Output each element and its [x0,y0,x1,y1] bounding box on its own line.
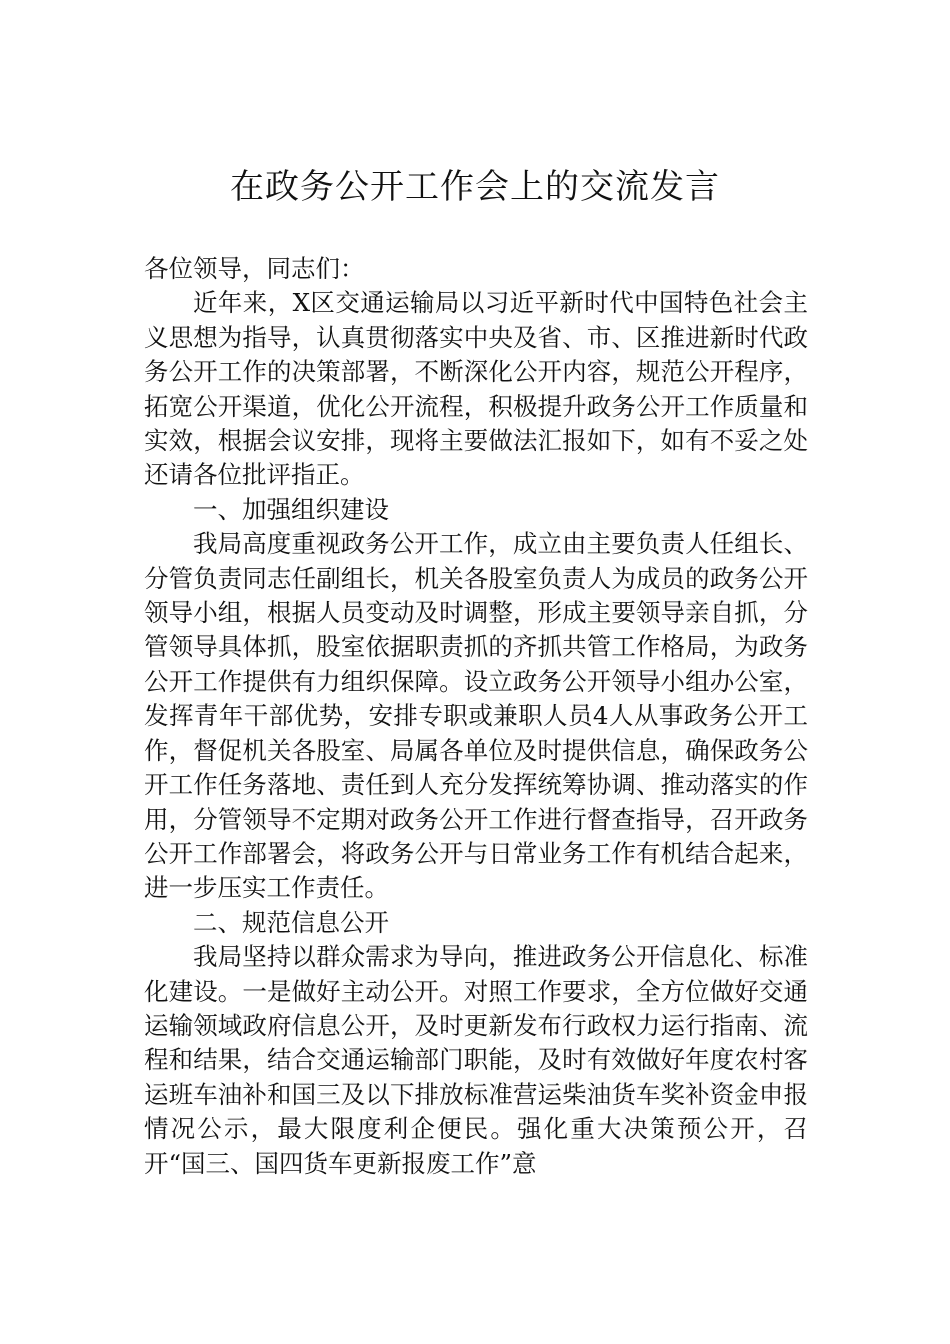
document-title: 在政务公开工作会上的交流发言 [230,167,720,207]
section-1-paragraph: 我局高度重视政务公开工作，成立由主要负责人任组长、分管负责同志任副组长，机关各股室负责人为成员的政务公开领导小组，根据人员变动及时调整，形成主要领导亲自抓，分管领导具体抓，股室依据职责抓的齐抓共管工作格局，为政务公开工作提供有力组织保障。设立政务公开领导小组办公室，发挥青年干部优势，安排专职或兼职人员4人从事政务公开工作，督促机关各股室、局属各单位及时提供信息，确保政务公开工作任务落地、责任到人充分发挥统筹协调、推动落实的作用，分管领导不定期对政务公开工作进行督查指导，召开政务公开工作部署会，将政务公开与日常业务工作有机结合起来，进一步压实工作责任。 [144,529,808,903]
section-2-paragraph: 我局坚持以群众需求为导向，推进政务公开信息化、标准化建设。一是做好主动公开。对照工作要求，全方位做好交通运输领域政府信息公开，及时更新发布行政权力运行指南、流程和结果，结合交通运输部门职能，及时有效做好年度农村客运班车油补和国三及以下排放标准营运柴油货车奖补资金申报情况公示，最大限度利企便民。强化重大决策预公开，召开“国三、国四货车更新报废工作”意 [144,942,808,1178]
section-heading-1: 一、加强组织建设 [193,494,389,524]
salutation: 各位领导，同志们： [144,254,365,283]
section-heading-2: 二、规范信息公开 [193,907,389,937]
intro-paragraph: 近年来，X区交通运输局以习近平新时代中国特色社会主义思想为指导，认真贯彻落实中央及省、市、区推进新时代政务公开工作的决策部署，不断深化公开内容，规范公开程序，拓宽公开渠道，优化公开流程，积极提升政务公开工作质量和实效，根据会议安排，现将主要做法汇报如下，如有不妥之处还请各位批评指正。 [144,288,808,490]
document-body [144,252,808,1181]
